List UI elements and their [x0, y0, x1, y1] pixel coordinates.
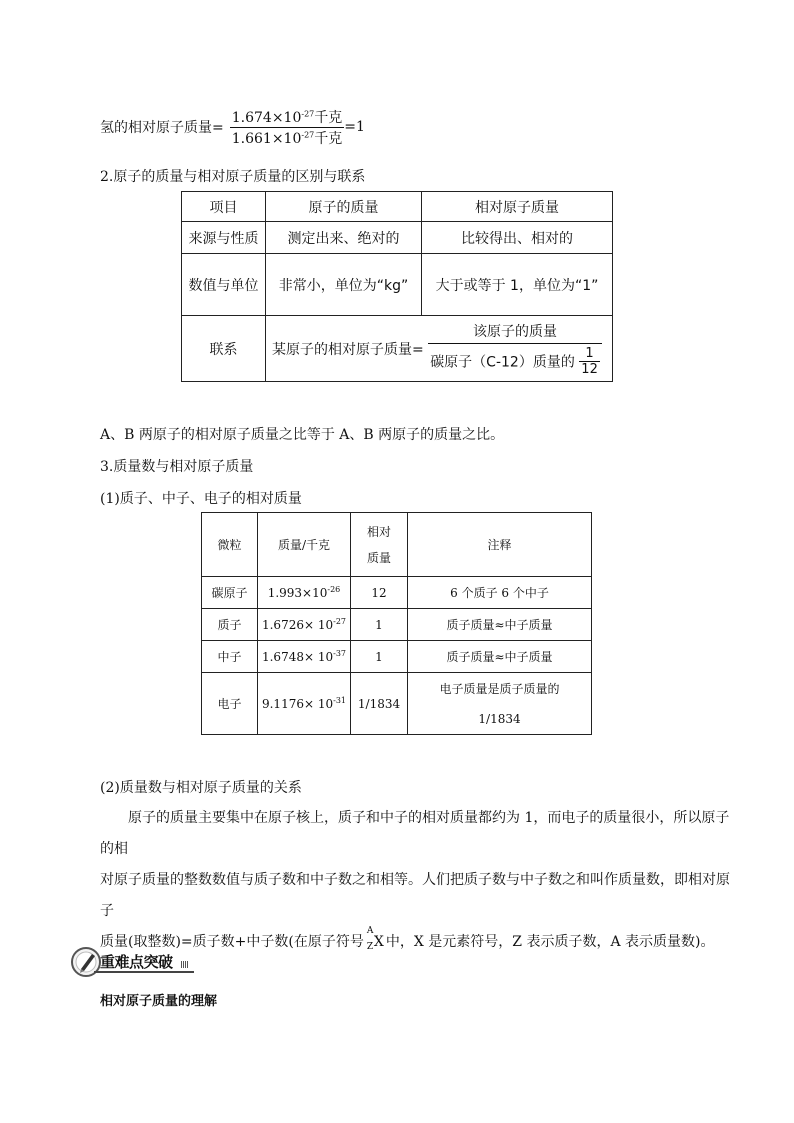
banner-underline — [94, 971, 194, 973]
hydrogen-formula — [100, 104, 365, 150]
table-header: 相对质量 — [351, 513, 408, 577]
table-cell: $9.1176\times 10^{-31}$ — [258, 673, 351, 735]
table-cell: $1.993\times 10^{-26}$ — [258, 577, 351, 609]
link-fraction — [428, 321, 602, 377]
table-cell: 大于或等于 1，单位为“1” — [422, 254, 613, 316]
table-cell: 1 — [351, 609, 408, 641]
table-row — [202, 577, 592, 609]
key-points-banner — [70, 946, 195, 978]
table-cell: 质子质量≈中子质量 — [408, 641, 592, 673]
table-cell: $1.6726\times 10^{-27}$ — [258, 609, 351, 641]
one-twelfth-fraction: $\frac{1}{12}$ — [581, 345, 598, 377]
banner-title: 重难点突破 — [100, 953, 173, 971]
paragraph-line: 原子的质量主要集中在原子核上，质子和中子的相对质量都约为 1，而电子的质量很小，所以原子的相 — [100, 810, 730, 857]
table-cell: 6 个质子 6 个中子 — [408, 577, 592, 609]
link-formula-prefix: 某原子的相对原子质量= — [272, 341, 424, 358]
table-cell: 电子质量是质子质量的 1/1834 — [408, 673, 592, 735]
table-cell: 非常小，单位为“kg” — [266, 254, 422, 316]
table-cell: 质子 — [202, 609, 258, 641]
table-cell: 来源与性质 — [182, 222, 266, 254]
table-cell: 1 — [351, 641, 408, 673]
table-row — [202, 673, 592, 735]
table-row — [182, 222, 613, 254]
table-cell-formula — [266, 316, 613, 382]
subsection2-title: (2)质量数与相对原子质量的关系 — [100, 780, 302, 796]
table-cell: 联系 — [182, 316, 266, 382]
pen-badge-icon — [70, 946, 102, 978]
table-cell: $1.6748\times 10^{-37}$ — [258, 641, 351, 673]
table-cell: 中子 — [202, 641, 258, 673]
table-cell: 1/1834 — [351, 673, 408, 735]
particle-mass-table — [201, 512, 592, 735]
table-row — [202, 641, 592, 673]
table-cell: 数值与单位 — [182, 254, 266, 316]
paragraph-line: 对原子质量的整数数值与质子数和中子数之和相等。人们把质子数与中子数之和叫作质量数，即相对原子 — [100, 872, 730, 919]
paragraph-line: 质量(取整数)=质子数+中子数(在原子符号 A Z X 中，X 是元素符号，Z 表示质子数，A 表示质量数)。 — [100, 926, 715, 952]
nuclide-symbol: A Z X — [366, 926, 384, 952]
table-cell: 电子 — [202, 673, 258, 735]
hydrogen-result: =1 — [344, 119, 365, 135]
table-row — [202, 609, 592, 641]
table-header: 质量/千克 — [258, 513, 351, 577]
hydrogen-numerator: $1.674\times 10^{-27}$千克 — [230, 107, 345, 128]
table-header: 微粒 — [202, 513, 258, 577]
table-cell: 12 — [351, 577, 408, 609]
table-row — [182, 192, 613, 222]
table-header: 相对原子质量 — [422, 192, 613, 222]
table-header: 注释 — [408, 513, 592, 577]
hydrogen-denominator: $1.661\times 10^{-27}$千克 — [231, 129, 343, 147]
mass-number-paragraph — [100, 803, 730, 958]
table-cell: 比较得出、相对的 — [422, 222, 613, 254]
table-cell: 测定出来、绝对的 — [266, 222, 422, 254]
banner-mark-icon — [181, 961, 188, 968]
subsection-title: 相对原子质量的理解 — [100, 994, 218, 1009]
table-header: 原子的质量 — [266, 192, 422, 222]
table-header: 项目 — [182, 192, 266, 222]
table-cell: 质子质量≈中子质量 — [408, 609, 592, 641]
hydrogen-formula-prefix: 氢的相对原子质量= — [100, 120, 224, 136]
table-row — [202, 513, 592, 577]
hydrogen-fraction — [230, 107, 345, 148]
ratio-statement: A、B 两原子的相对原子质量之比等于 A、B 两原子的质量之比。 — [100, 427, 505, 443]
table-cell: 碳原子 — [202, 577, 258, 609]
subsection1-title: (1)质子、中子、电子的相对质量 — [100, 491, 302, 507]
link-denominator: 碳原子（C-12）质量的 $\frac{1}{12}$ — [430, 345, 598, 377]
section2-title: 2.原子的质量与相对原子质量的区别与联系 — [100, 169, 366, 185]
section3-title: 3.质量数与相对原子质量 — [100, 459, 254, 475]
mass-comparison-table — [181, 191, 613, 382]
table-row — [182, 316, 613, 382]
table-row — [182, 254, 613, 316]
link-numerator: 该原子的质量 — [428, 321, 602, 344]
